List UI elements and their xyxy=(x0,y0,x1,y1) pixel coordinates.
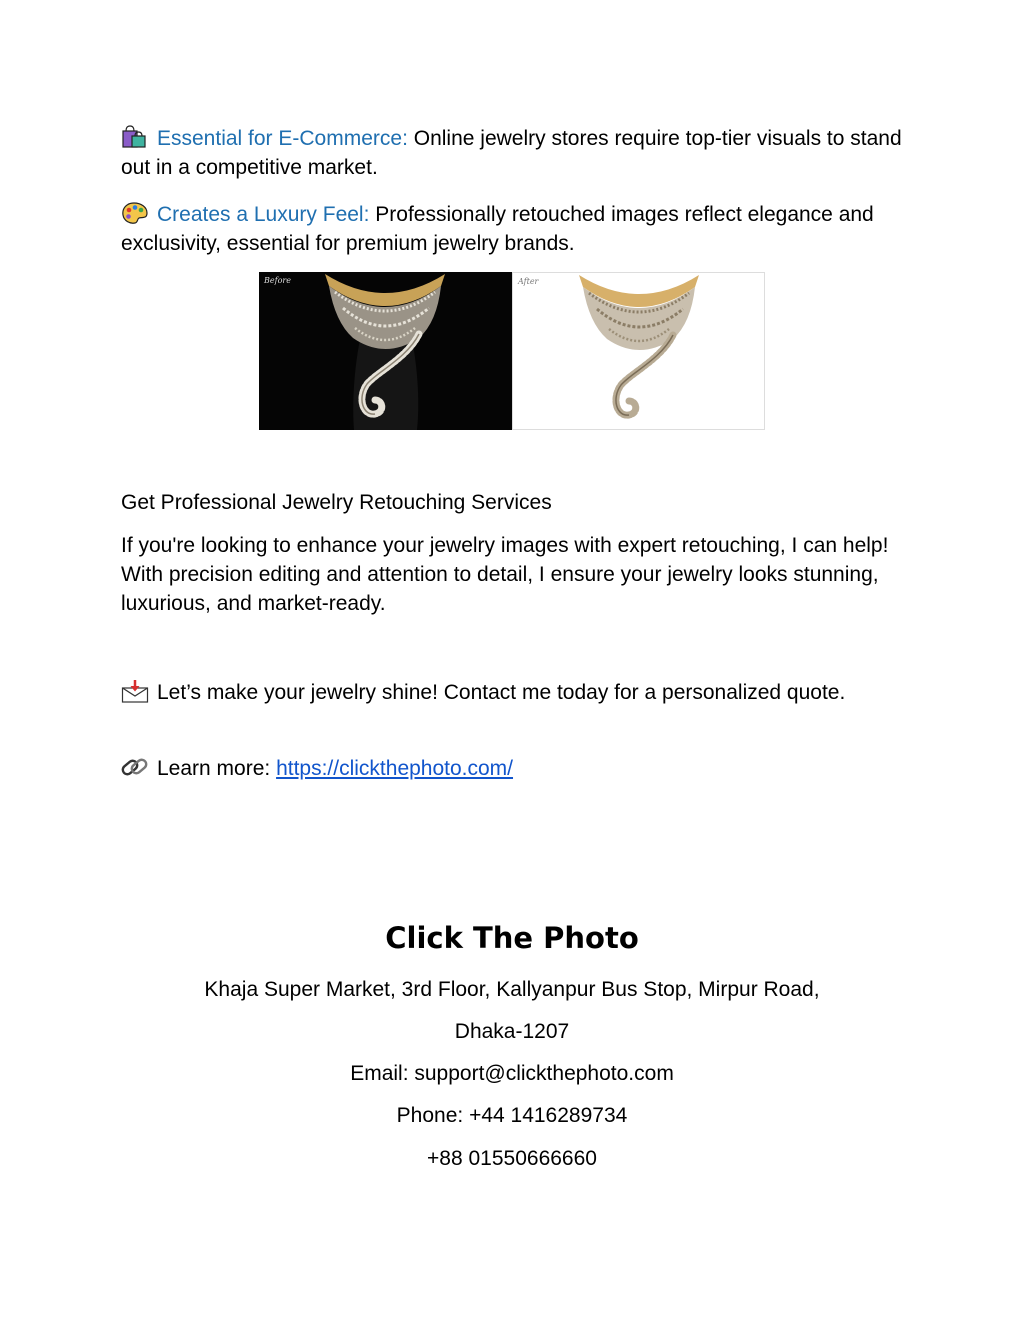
benefit-title: Essential for E-Commerce: xyxy=(157,127,408,150)
benefit-title: Creates a Luxury Feel: xyxy=(157,203,370,226)
link-icon xyxy=(121,755,149,779)
cta-text: Let’s make your jewelry shine! Contact me today for a personalized quote. xyxy=(157,681,846,704)
before-after-image xyxy=(259,272,765,430)
envelope-with-arrow-icon xyxy=(121,679,149,703)
benefit-luxury xyxy=(121,200,911,258)
shopping-bags-icon xyxy=(121,125,149,149)
company-name: Click The Photo xyxy=(385,921,639,955)
address-line-1: Khaja Super Market, 3rd Floor, Kallyanpur Bus Stop, Mirpur Road, xyxy=(204,978,820,1001)
learn-more-line xyxy=(121,754,911,783)
address-line-2: Dhaka-1207 xyxy=(454,1020,570,1043)
before-image xyxy=(259,272,512,430)
cta-paragraph xyxy=(121,678,911,707)
benefit-text: Professionally retouched images reflect elegance and exclusivity, essential for premium jewelry brands. xyxy=(121,203,874,255)
before-label: Before xyxy=(264,276,291,285)
benefit-ecommerce xyxy=(121,124,911,182)
artist-palette-icon xyxy=(121,201,149,225)
learn-more-label: Learn more: xyxy=(157,757,277,780)
after-label: After xyxy=(518,277,539,286)
services-body: If you're looking to enhance your jewelry images with expert retouching, I can help! With precision editing and attention to detail, I ensure your jewelry looks stunning, luxurious, and market-ready. xyxy=(121,534,889,615)
contact-email: Email: support@clickthephoto.com xyxy=(350,1062,674,1085)
benefit-text: Online jewelry stores require top-tier visuals to stand out in a competitive market. xyxy=(121,127,902,179)
contact-phone-bd: +88 01550666660 xyxy=(427,1147,597,1170)
website-link[interactable]: https://clickthephoto.com/ xyxy=(276,757,514,780)
after-image xyxy=(512,272,765,430)
necklace-dark-illustration xyxy=(259,272,512,430)
contact-phone-uk: Phone: +44 1416289734 xyxy=(396,1104,628,1127)
services-heading: Get Professional Jewelry Retouching Services xyxy=(121,491,552,514)
necklace-light-illustration xyxy=(513,273,765,430)
